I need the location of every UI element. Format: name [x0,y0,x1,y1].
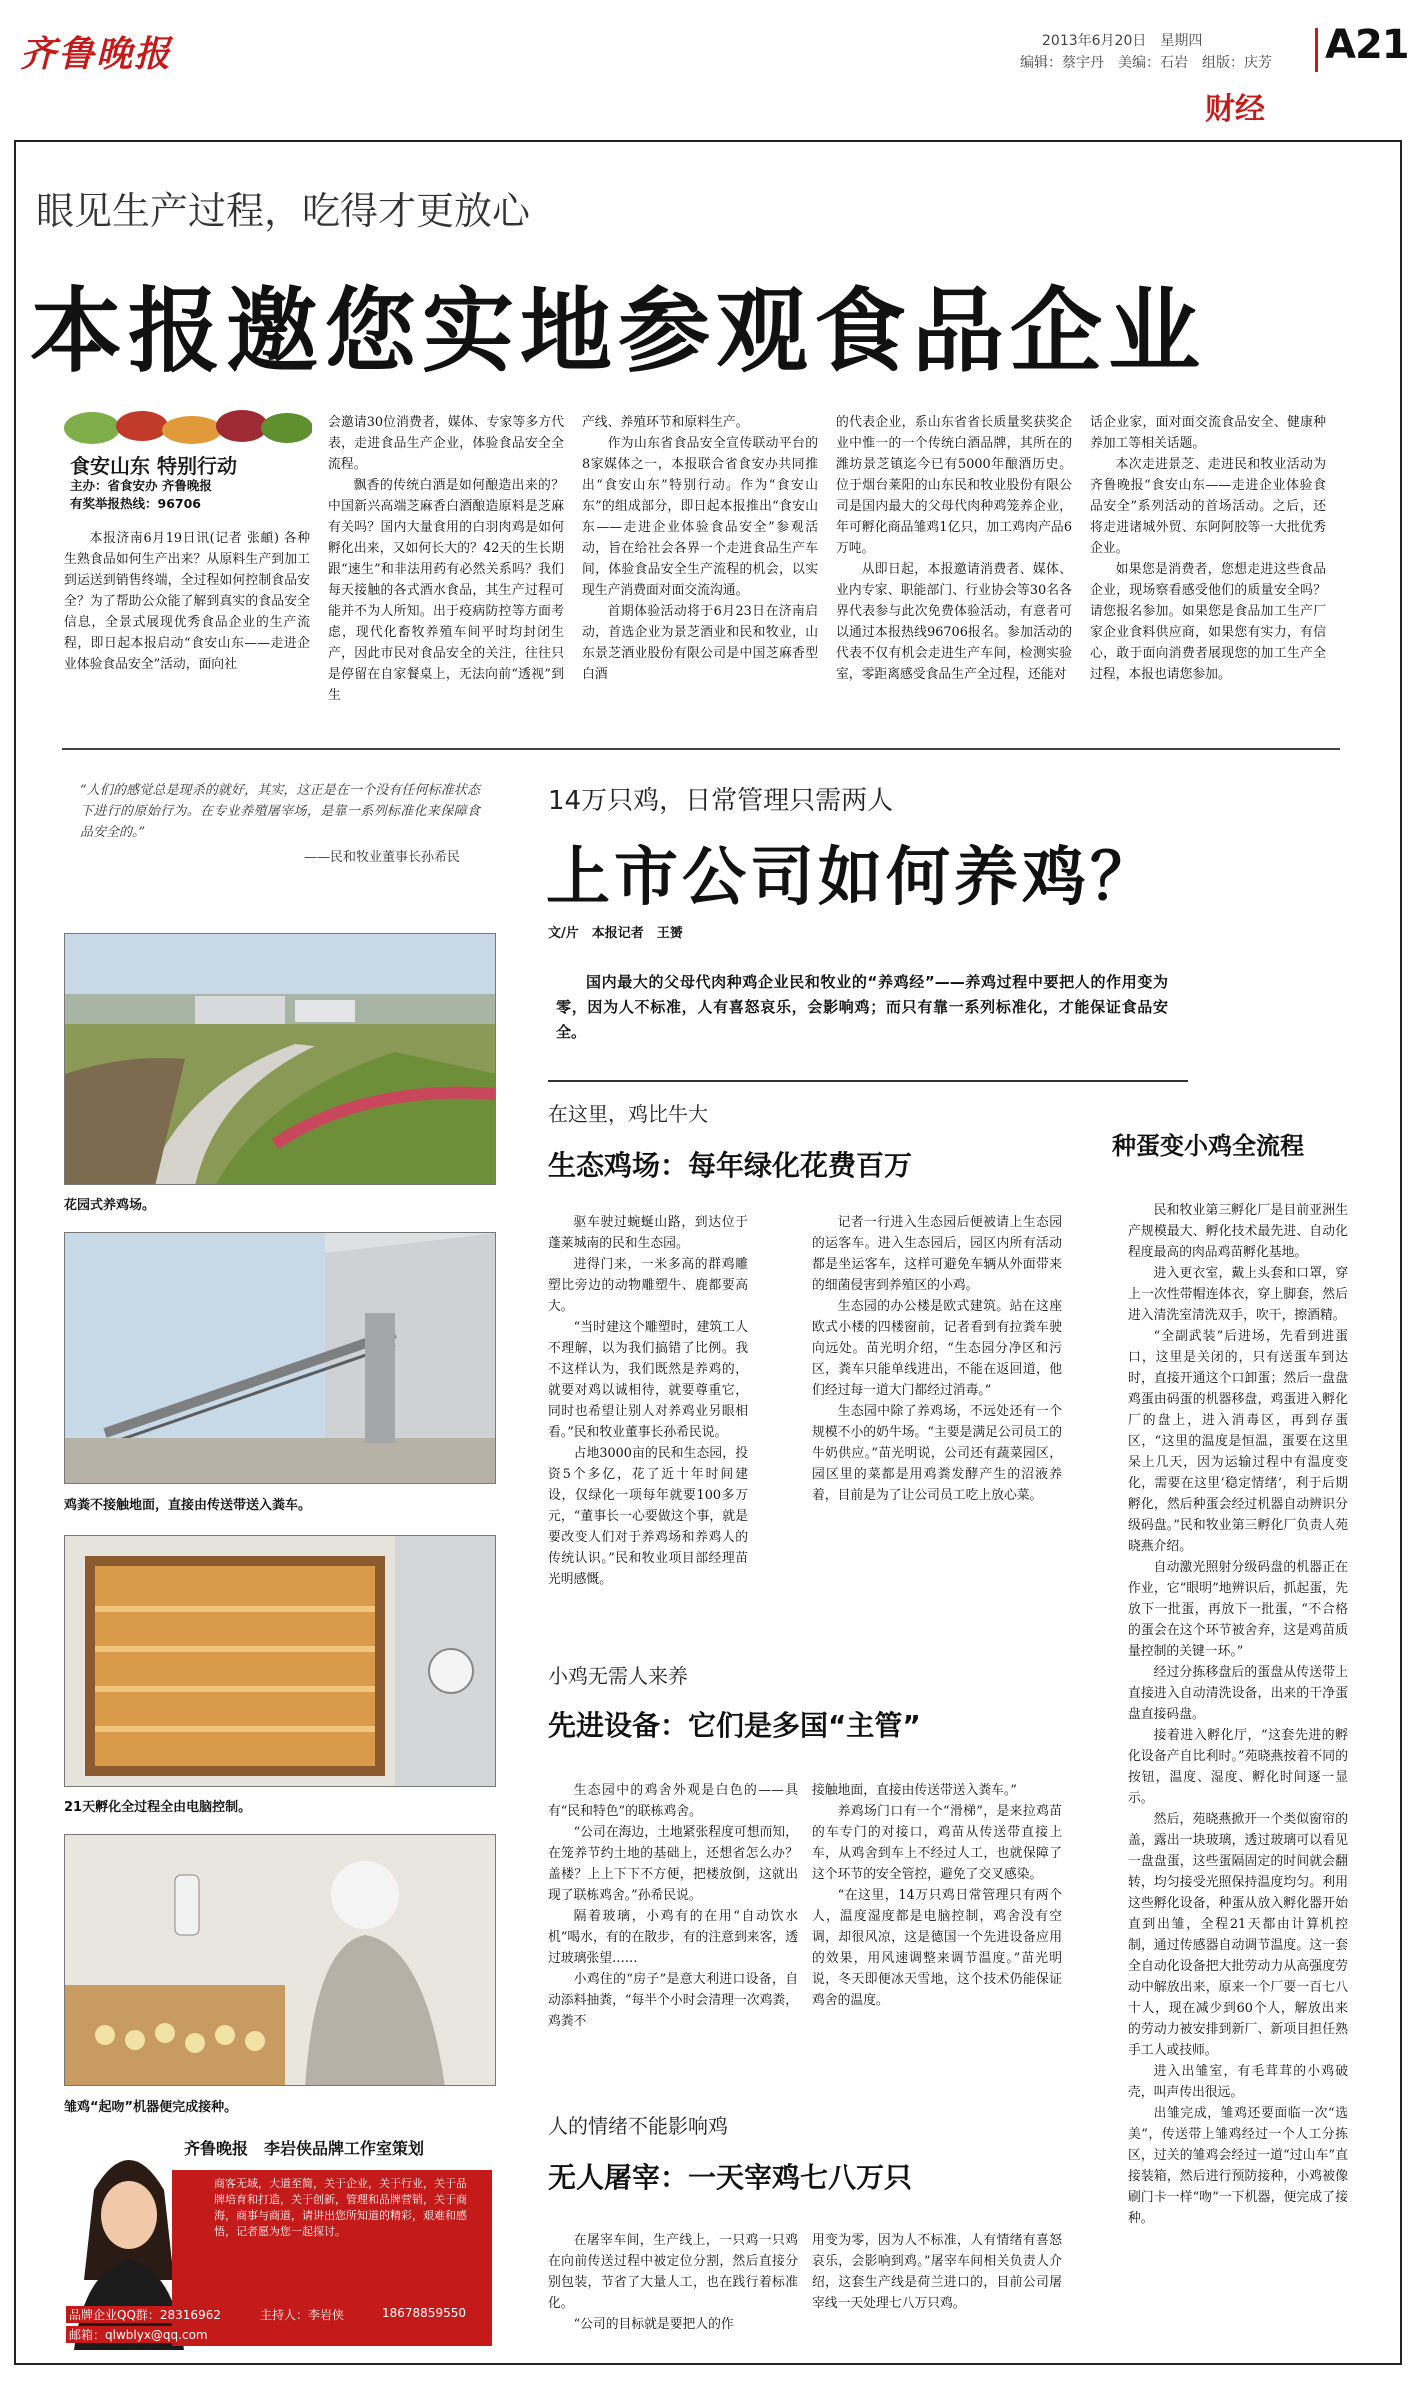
s2-col-1 [548,1780,798,2100]
incubator-image [65,1536,496,1787]
top-col-2-p1: 飘香的传统白酒是如何酿造出来的？中国新兴高端芝麻香白酒酿造原料是芝麻有关吗？国内大量食用的白羽肉鸡是如何孵化出来，又如何长大的？42天的生长期跟“速生”和非法用药有必然关系吗？我们每天接触的各式酒水食品，其生产过程可能并不为人所知。出于疫病防控等方面考虑，现代化畜牧养殖车间平时均封闭生产，因此市民对食品安全的关注，往往只是停留在自家餐桌上，无法向前“透视”到生 [328,478,564,703]
top-col-2 [328,412,564,732]
date: 2013年6月20日 [1042,33,1147,49]
s2-c2-p1: 养鸡场门口有一个“滑梯”，是来拉鸡苗的车专门的对接口，鸡苗从传送带直接上车，从鸡舍到车上不经过人工，也就保障了这个环节的安全管控，避免了交叉感染。 [812,1804,1062,1882]
photo-caption-3: 21天孵化全过程全由电脑控制。 [64,1800,252,1815]
top-col-5-p0: 话企业家，面对面交流食品安全、健康种养加工等相关话题。 [1090,415,1326,451]
garden-farm-image [65,934,496,1185]
studio-footer [64,2130,496,2350]
s1-c2-p0: 记者一行进入生态园后便被请上生态园的运客车。进入生态园后，园区内所有活动都是坐运客车，这样可避免车辆从外面带来的细菌侵害到养殖区的小鸡。 [812,1215,1062,1293]
editors: 编辑：蔡宇丹 美编：石岩 组版：庆芳 [1020,55,1272,71]
weekday: 星期四 [1160,33,1203,49]
action-host: 主办：省食安办 齐鲁晚报 [70,478,212,493]
process-p4: 经过分拣移盘后的蛋盘从传送带上直接进入自动清洗设备，出来的干净蛋盘直接码盘。 [1128,1665,1348,1722]
studio-qq: 品牌企业QQ群：28316962 [66,2306,224,2323]
page-number: A21 [1325,22,1409,68]
masthead-divider [1315,28,1318,72]
s2-title: 先进设备：它们是多国“主管” [548,1709,921,1742]
action-title [70,450,237,479]
process-p6: 然后，苑晓燕掀开一个类似窗帘的盖，露出一块玻璃，透过玻璃可以看见一盘盘蛋，这些蛋隔固定的时间就会翻转，均匀接受光照保持温度均匀。利用这些孵化设备，种蛋从放入孵化器开始直到出雏，全程21天都由计算机控制，通过传感器自动调节温度。这一套全自动化设备把大批劳动力从高强度劳动中解放出来，原来一个厂要一百七八十人，现在减少到60个人，解放出来的劳动力被安排到新厂、新项目担任熟手工人或技师。 [1128,1812,1348,2058]
studio-title: 齐鲁晚报 李岩侠品牌工作室策划 [184,2139,425,2158]
studio-phone: 18678859550 [382,2306,466,2320]
s1-c1-p2: “当时建这个雕塑时，建筑工人不理解，以为我们搞错了比例。我不这样认为，我们既然是养鸡的，就要对鸡以诚相待，就要尊重它，同时也希望让别人对养鸡业另眼相看。”民和牧业董事长孙希民说。 [548,1320,748,1440]
article-lead-text: 国内最大的父母代肉种鸡企业民和牧业的“养鸡经”——养鸡过程中要把人的作用变为零，因为人不标准，人有喜怒哀乐，会影响鸡；而只有靠一系列标准化，才能保证食品安全。 [556,973,1168,1041]
process-p5: 接着进入孵化厅，“这套先进的孵化设备产自比利时。”苑晓燕按着不同的按钮，温度、湿度、孵化时间逐一显示。 [1128,1728,1348,1806]
action-title-1: 食安山东 [70,454,150,478]
s2-col-2 [812,1780,1062,2100]
studio-email: 邮箱：qlwblyx@qq.com [66,2326,211,2343]
process-column [1128,1200,1348,2355]
article-kicker: 14万只鸡，日常管理只需两人 [548,786,894,816]
top-col-4-p1: 从即日起，本报邀请消费者、媒体、业内专家、职能部门、行业协会等30名各界代表参与此次免费体验活动，有意者可以通过本报热线96706报名。参加活动的代表不仅有机会走进生产车间，检测实验室，零距离感受食品生产全过程，还能对 [836,562,1072,682]
s1-title: 生态鸡场：每年绿化花费百万 [548,1149,913,1182]
article-headline: 上市公司如何养鸡？ [546,841,1158,915]
photo-caption-1: 花园式养鸡场。 [64,1198,156,1213]
s3-col-2 [812,2230,1062,2354]
s3-c1-p1: “公司的目标就是要把人的作 [573,2317,734,2332]
process-p2: “全副武装”后进场，先看到进蛋口，这里是关闭的，只有送蛋车到达时，直接开通这个口卸蛋；然后一盘盘鸡蛋由码蛋的机器移盘，鸡蛋进入孵化厂的盘上，进入消毒区，再到存蛋区，“这里的温度是恒温，蛋要在这里呆上几天，因为运输过程中有温度变化，需要在这里‘稳定情绪’，利于后期孵化，然后种蛋会经过机器自动辨识分级码盘。”民和牧业第三孵化厂负责人苑晓燕介绍。 [1128,1329,1348,1554]
top-col-3-p1: 作为山东省食品安全宣传联动平台的8家媒体之一，本报联合省食安办共同推出“食安山东”特别行动。作为“食安山东”的组成部分，即日起本报推出“食安山东——走进企业体验食品安全”参观活动，旨在给社会各界一个走进食品生产车间，体验食品安全生产流程的机会，以实现生产消费面对面交流沟通。 [582,436,818,598]
s1-c2-p2: 生态园中除了养鸡场，不远处还有一个规模不小的奶牛场。“主要是满足公司员工的牛奶供应。”苗光明说，公司还有蔬菜园区，园区里的菜都是用鸡粪发酵产生的沼液养着，目前是为了让公司员工吃上放心菜。 [812,1404,1062,1503]
article-byline: 文/片 本报记者 王赟 [548,926,683,941]
top-col-5 [1090,412,1326,732]
top-kicker: 眼见生产过程，吃得才更放心 [36,189,531,233]
s2-c2-p2: “在这里，14万只鸡日常管理只有两个人，温度湿度都是电脑控制，鸡舍没有空调，却很风凉，这是德国一个先进设备应用的效果，用风速调整来调节温度。”苗光明说，冬天即便冰天雪地，这个技术仍能保证鸡舍的温度。 [812,1888,1062,2008]
top-col-3 [582,412,818,732]
studio-desc: 商客无域，大道至简，关于企业，关于行业，关于品牌培育和打造，关于创新，管理和品牌营销，关于商海，商事与商道，请讲出您所知道的精彩，艰难和感悟，记者愿为您一起探讨。 [214,2177,467,2238]
s1-col-2 [812,1212,1062,1622]
date-line [1042,30,1202,50]
process-p3: 自动激光照射分级码盘的机器正在作业，它“眼明”地辨识后，抓起蛋，先放下一批蛋，再放下一批蛋，“不合格的蛋会在这个环节被舍弃，这是鸡苗质量控制的关键一环。” [1128,1560,1348,1659]
process-title: 种蛋变小鸡全流程 [1112,1132,1304,1160]
photo-vaccination [64,1834,496,2086]
s3-title: 无人屠宰：一天宰鸡七八万只 [548,2161,913,2194]
top-col-3-p0: 产线、养殖环节和原料生产。 [582,415,749,430]
s3-c1-p0: 在屠宰车间，生产线上，一只鸡一只鸡在向前传送过程中被定位分割，然后直接分别包装，节省了大量人工，也在践行着标准化。 [548,2233,798,2311]
process-p7: 进入出雏室，有毛茸茸的小鸡破壳，叫声传出很远。 [1128,2064,1348,2100]
s2-c1-p2: 隔着玻璃，小鸡有的在用“自动饮水机”喝水，有的在散步，有的注意到来客，透过玻璃张望…… [548,1909,798,1966]
quote-source: ——民和牧业董事长孙希民 [303,850,460,865]
s2-c1-p1: “公司在海边，土地紧张程度可想而知，在笼养节约土地的基础上，还想省怎么办？盖楼？上上下下不方便，把楼放倒，这就出现了联栋鸡舍。”孙希民说。 [548,1825,798,1903]
vegetable-image [62,410,312,446]
top-col-1-p0: 本报济南6月19日讯(记者 张頔) 各种生熟食品如何生产出来？从原料生产到加工到运送到销售终端，全过程如何控制食品安全？为了帮助公众能了解到真实的食品安全信息，全景式展现优秀食品企业的生产流程，即日起本报启动“食安山东——走进企业体验食品安全”活动，面向社 [64,531,310,672]
s1-c1-p3: 占地3000亩的民和生态园，投资5个多亿，花了近十年时间建设，仅绿化一项每年就要100多万元，“董事长一心要做这个事，就是要改变人们对于养鸡场和养鸡人的传统认识。”民和牧业项目部经理苗光明感慨。 [548,1446,748,1587]
top-col-4 [836,412,1072,732]
photo-garden-farm [64,933,496,1185]
photo-caption-4: 雏鸡“起吻”机器便完成接种。 [64,2100,238,2115]
s2-kicker: 小鸡无需人来养 [548,1664,688,1688]
section-divider [62,748,1340,750]
s2-c1-p0: 生态园中的鸡舍外观是白色的——具有“民和特色”的联栋鸡舍。 [548,1783,798,1819]
photo-incubator [64,1535,496,1787]
s2-c1-p3: 小鸡住的“房子”是意大利进口设备，自动添料抽粪，“每半个小时会清理一次鸡粪，鸡粪不 [548,1972,798,2029]
pull-quote [80,780,480,869]
s1-kicker: 在这里，鸡比牛大 [548,1102,708,1126]
photo-caption-2: 鸡粪不接触地面，直接由传送带送入粪车。 [64,1498,312,1513]
vegetable-graphic [62,410,312,446]
s3-col-1 [548,2230,798,2354]
s1-c1-p1: 进得门来，一米多高的群鸡雕塑比旁边的动物雕塑牛、鹿都要高大。 [548,1257,748,1314]
top-col-5-p2: 如果您是消费者，您想走进这些食品企业，现场察看感受他们的质量安全吗？请您报名参加。如果您是食品加工生产厂家企业食料供应商，如果您有实力，有信心，敢于面向消费者展现您的加工生产全过程，本报也请您参加。 [1090,562,1326,682]
top-headline: 本报邀您实地参观食品企业 [30,278,1207,385]
top-col-3-p2: 首期体验活动将于6月23日在济南启动，首选企业为景芝酒业和民和牧业，山东景芝酒业股份有限公司是中国芝麻香型白酒 [582,604,818,682]
process-p8: 出雏完成，雏鸡还要面临一次“选美”，传送带上雏鸡经过一个人工分拣区，过关的雏鸡会经过一道“过山车”直接装箱，然后进行预防接种，小鸡被像刷门卡一样“吻”一下机器，便完成了接种。 [1128,2106,1348,2226]
vaccination-image [65,1835,496,2086]
masthead [0,0,1417,140]
process-p1: 进入更衣室，戴上头套和口罩，穿上一次性带帽连体衣，穿上脚套，然后进入清洗室清洗双手，吹干，擦酒精。 [1128,1266,1348,1323]
s3-c2-p0: 用变为零，因为人不标准，人有情绪有喜怒哀乐，会影响到鸡。”屠宰车间相关负责人介绍，这套生产线是荷兰进口的，目前公司屠宰线一天处理七八万只鸡。 [812,2233,1062,2311]
top-col-2-p0: 会邀请30位消费者，媒体、专家等多方代表，走进食品生产企业，体验食品安全全流程。 [328,415,564,472]
section-label: 财经 [1205,92,1265,127]
s1-c2-p1: 生态园的办公楼是欧式建筑。站在这座欧式小楼的四楼窗前，记者看到有拉粪车驶向远处。苗光明介绍，“生态园分净区和污区，粪车只能单线进出，不能在返回道，他们经过每一道大门都经过消毒。” [812,1299,1062,1398]
article-lead [548,960,1188,1082]
photo-manure-conveyor [64,1232,496,1484]
quote-text: “人们的感觉总是现杀的就好，其实，这正是在一个没有任何标准状态下进行的原始行为。在专业养殖屠宰场，是靠一系列标准化来保障食品安全的。” [80,783,480,840]
logo: 齐鲁晚报 [20,33,173,75]
top-col-4-p0: 的代表企业，系山东省省长质量奖获奖企业中惟一的一个传统白酒品牌，其所在的潍坊景芝镇迄今已有5000年酿酒历史。位于烟台莱阳的山东民和牧业股份有限公司是国内最大的父母代肉种鸡笼养企业，年可孵化商品雏鸡1亿只，加工鸡肉产品6万吨。 [836,415,1072,556]
s1-col-1 [548,1212,748,1622]
action-title-2: 特别行动 [156,454,237,478]
process-p0: 民和牧业第三孵化厂是目前亚洲生产规模最大、孵化技术最先进、自动化程度最高的肉品鸡苗孵化基地。 [1128,1203,1348,1260]
studio-host: 主持人：李岩侠 [260,2308,345,2322]
s3-kicker: 人的情绪不能影响鸡 [548,2114,728,2138]
s1-c1-p0: 驱车驶过蜿蜒山路，到达位于蓬莱城南的民和生态园。 [548,1215,748,1251]
top-col-5-p1: 本次走进景芝、走进民和牧业活动为齐鲁晚报“食安山东——走进企业体验食品安全”系列活动的首场活动。之后，还将走进诸城外贸、东阿阿胶等一大批优秀企业。 [1090,457,1326,556]
special-action-box [62,410,312,510]
top-col-1 [64,528,310,728]
action-hotline: 有奖举报热线：96706 [70,496,201,511]
manure-conveyor-image [65,1233,496,1484]
s2-c2-p0: 接触地面，直接由传送带送入粪车。” [812,1783,1017,1798]
